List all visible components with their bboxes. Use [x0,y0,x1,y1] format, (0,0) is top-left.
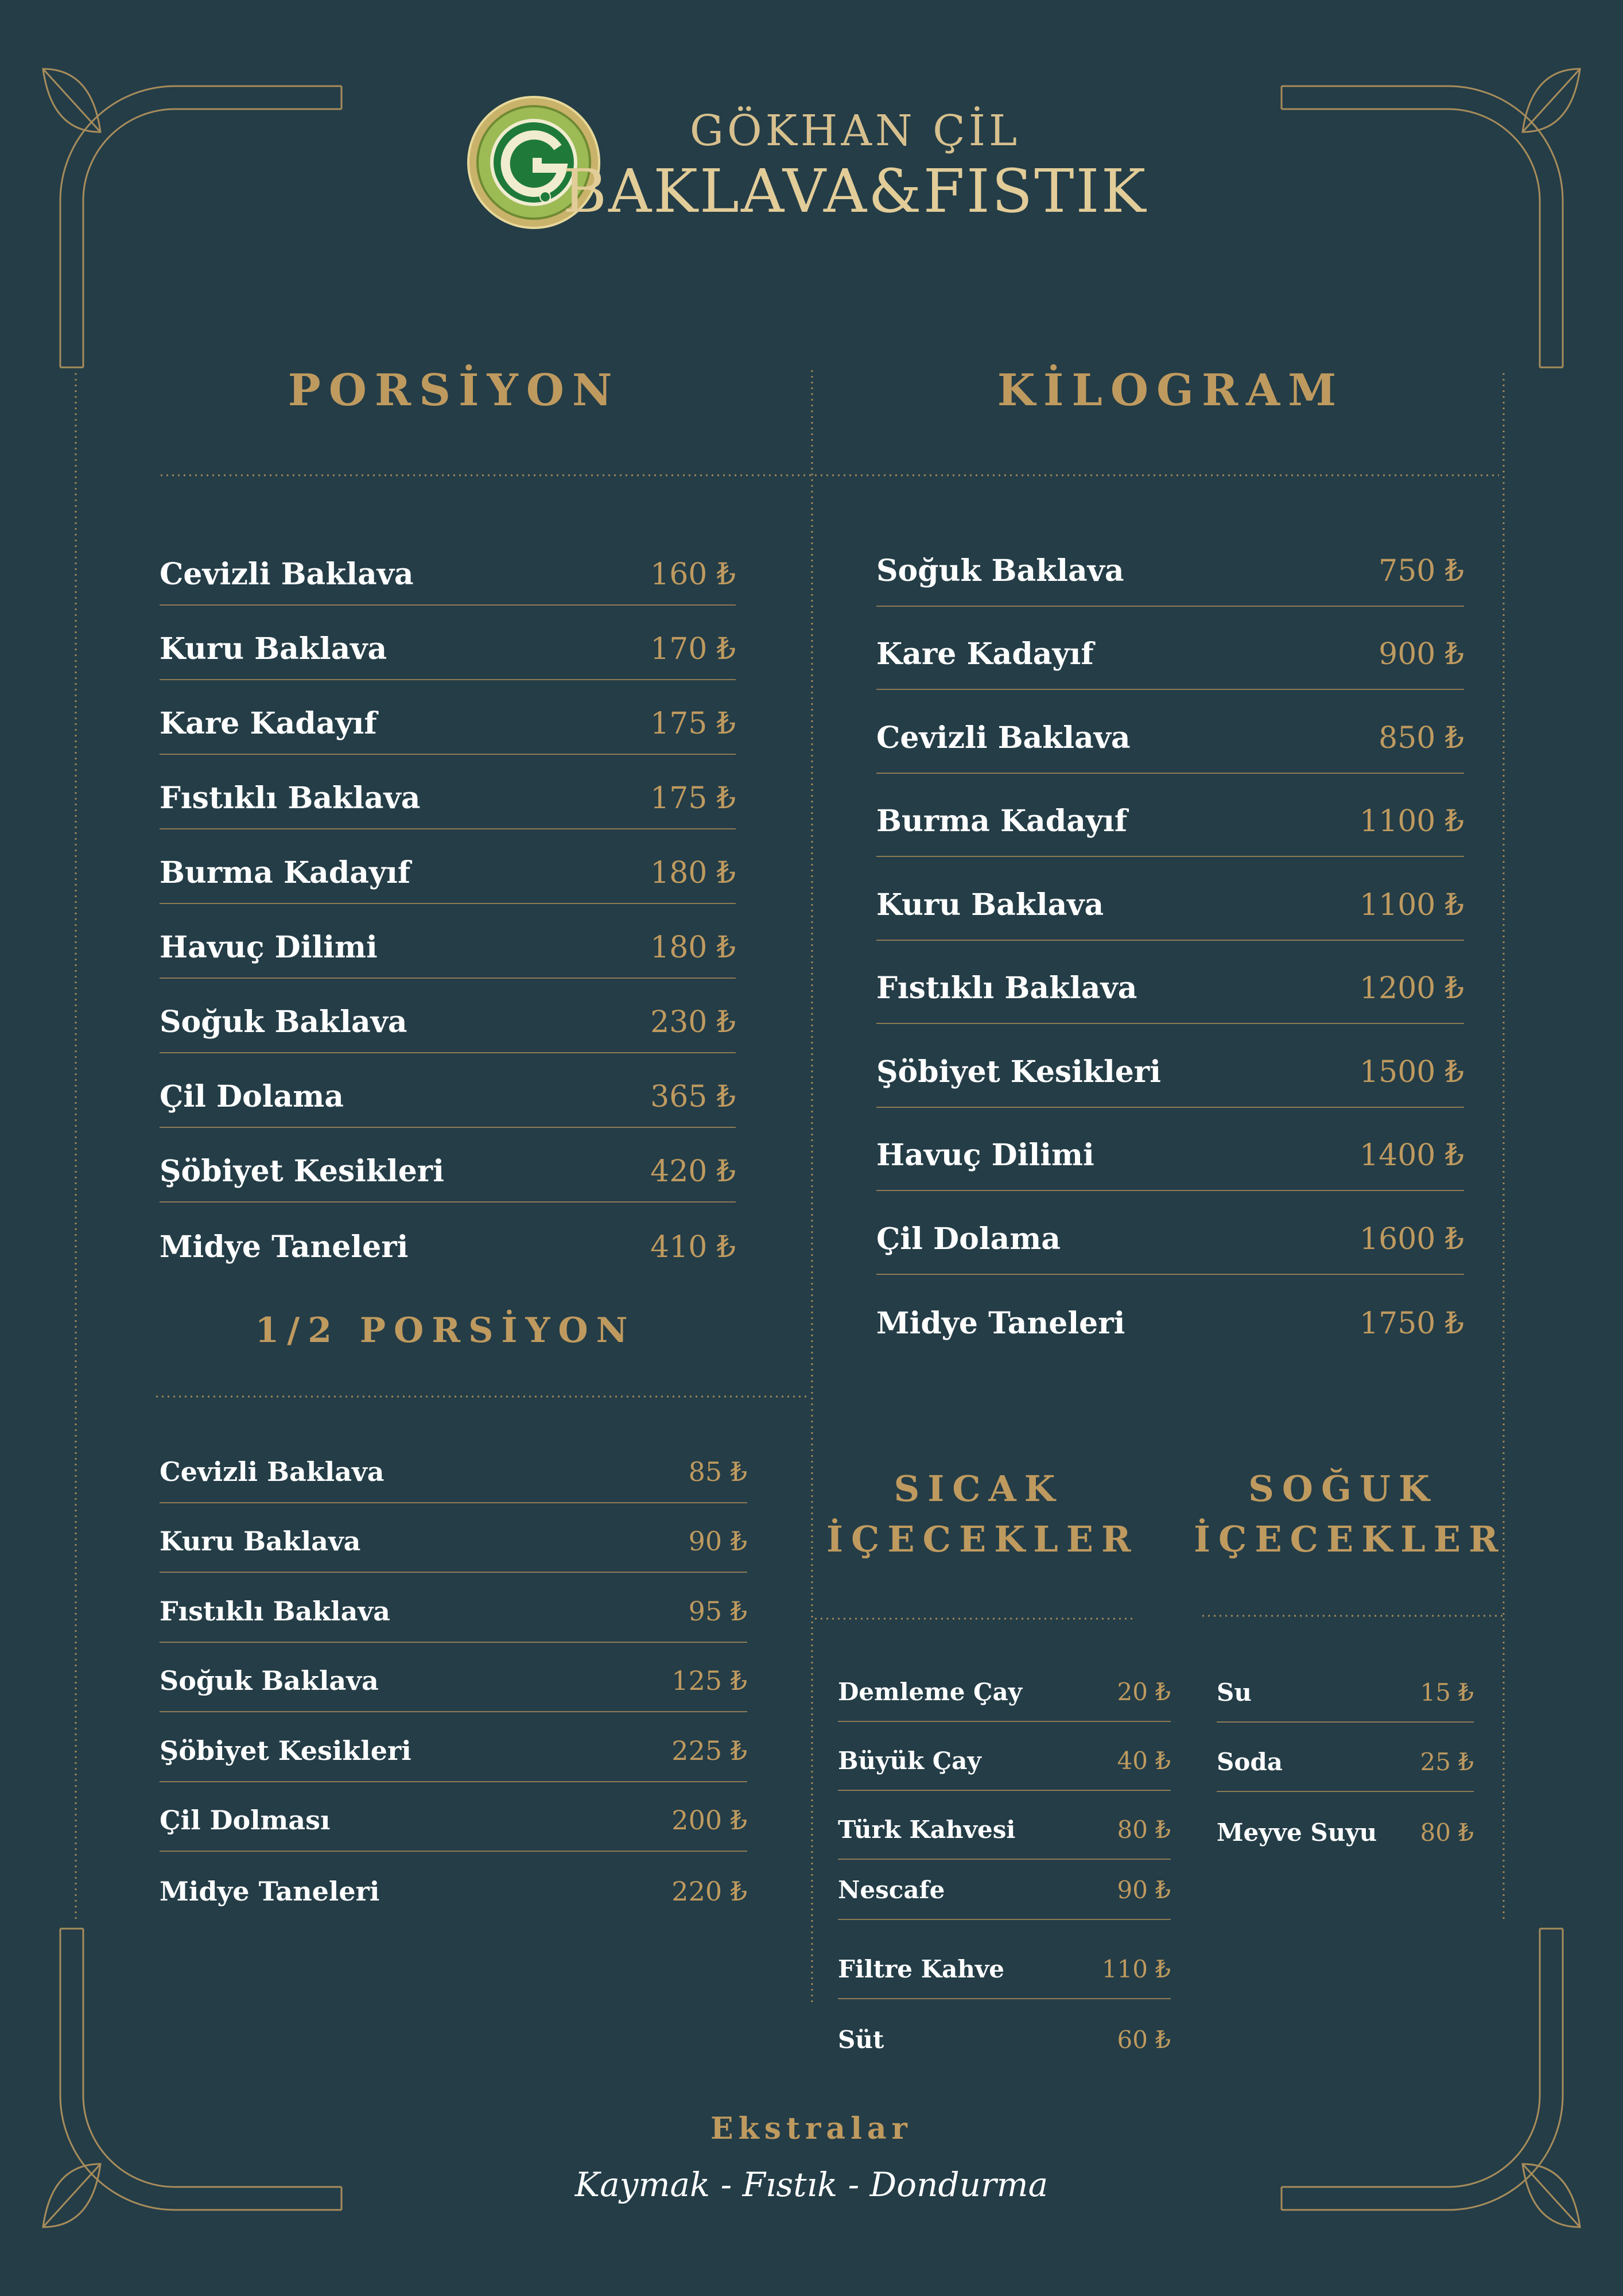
kilogram-title: KİLOGRAM [997,364,1345,416]
ekstralar-text: Kaymak - Fıstık - Dondurma [574,2165,1049,2204]
menu-item-name: Şöbiyet Kesikleri [160,1735,411,1766]
porsiyon-title: PORSİYON [288,364,620,416]
menu-item-price: 60 ₺ [1117,2026,1171,2054]
menu-item-name: Soğuk Baklava [160,1004,407,1040]
menu-item-row [160,1712,747,1782]
menu-item-name: Cevizli Baklava [160,557,414,592]
menu-item-row [160,1433,747,1503]
menu-item-price: 850 ₺ [1379,720,1464,755]
menu-item-price: 125 ₺ [671,1665,747,1696]
ekstralar-title: Ekstralar [710,2111,913,2146]
menu-item-row [1217,1723,1474,1792]
menu-item-price: 15 ₺ [1420,1678,1474,1707]
menu-item-price: 410 ₺ [650,1230,736,1265]
menu-item-row [160,755,736,829]
sicak-title-line1: SICAK [894,1468,1063,1510]
menu-item-row [876,1024,1464,1108]
menu-item-name: Cevizli Baklava [160,1456,385,1487]
menu-item-name: Filtre Kahve [838,1955,1004,1983]
menu-item-row [876,857,1464,941]
menu-item-name: Soğuk Baklava [876,553,1124,588]
menu-item-row [160,979,736,1053]
menu-item-price: 365 ₺ [650,1080,736,1114]
menu-item-row [160,1643,747,1713]
menu-item-row [838,1791,1171,1860]
sicak-title-line2: İÇECEKLER [826,1518,1139,1560]
menu-item-name: Demleme Çay [838,1678,1023,1706]
menu-item-name: Şöbiyet Kesikleri [876,1054,1161,1089]
menu-item-price: 25 ₺ [1420,1748,1474,1776]
menu-item-price: 420 ₺ [650,1154,736,1189]
menu-item-name: Şöbiyet Kesikleri [160,1154,444,1189]
menu-item-price: 40 ₺ [1117,1747,1171,1775]
menu-item-name: Havuç Dilimi [160,930,378,965]
menu-item-name: Süt [838,2026,884,2054]
menu-item-price: 1750 ₺ [1360,1306,1464,1341]
menu-item-price: 1600 ₺ [1360,1221,1464,1256]
menu-item-price: 1500 ₺ [1360,1054,1464,1089]
yarim-porsiyon-title: 1/2 PORSİYON [255,1310,636,1351]
menu-item-row [160,1128,736,1203]
menu-item-name: Midye Taneleri [160,1875,380,1907]
menu-item-price: 110 ₺ [1101,1955,1171,1983]
menu-item-price: 200 ₺ [671,1805,747,1836]
menu-item-row [876,1191,1464,1275]
menu-item-price: 1100 ₺ [1360,804,1464,839]
menu-item-name: Midye Taneleri [160,1230,409,1265]
menu-item-price: 170 ₺ [650,632,736,666]
menu-item-row [1217,1653,1474,1723]
menu-item-row [838,1722,1171,1791]
menu-item-name: Nescafe [838,1876,945,1904]
menu-item-name: Kuru Baklava [160,1526,361,1557]
menu-item-price: 900 ₺ [1379,637,1464,672]
menu-item-price: 750 ₺ [1379,553,1464,588]
menu-item-row [160,606,736,680]
menu-item-name: Kare Kadayıf [160,706,377,741]
menu-item-price: 95 ₺ [688,1595,747,1627]
menu-item-price: 180 ₺ [650,930,736,965]
menu-item-name: Türk Kahvesi [838,1816,1016,1844]
menu-item-name: Soğuk Baklava [160,1665,379,1696]
menu-item-row [876,607,1464,691]
menu-item-price: 225 ₺ [671,1735,747,1766]
menu-item-price: 90 ₺ [1117,1876,1171,1904]
menu-item-name: Çil Dolama [160,1079,344,1114]
menu-item-name: Fıstıklı Baklava [160,781,421,816]
soguk-title-line2: İÇECEKLER [1194,1518,1506,1560]
menu-item-row [838,1999,1171,2069]
menu-item-row [838,1920,1171,1999]
menu-item-name: Meyve Suyu [1217,1818,1377,1847]
brand-subtitle: GÖKHAN ÇİL [689,106,1021,156]
menu-item-row [160,1203,736,1277]
menu-item-price: 180 ₺ [650,856,736,890]
menu-item-price: 220 ₺ [671,1875,747,1907]
menu-item-name: Havuç Dilimi [876,1138,1094,1173]
menu-item-row [160,680,736,755]
menu-item-name: Fıstıklı Baklava [876,971,1137,1006]
menu-item-row [1217,1792,1474,1861]
menu-item-price: 80 ₺ [1117,1816,1171,1844]
menu-item-price: 80 ₺ [1420,1818,1474,1847]
sicak-icecekler-title [826,1464,1139,1565]
menu-item-price: 230 ₺ [650,1005,736,1040]
menu-item-row [160,1782,747,1852]
soguk-title-line1: SOĞUK [1248,1468,1438,1510]
menu-item-row [876,1108,1464,1192]
menu-item-name: Kare Kadayıf [876,637,1094,672]
menu-item-price: 175 ₺ [650,707,736,741]
menu-item-price: 160 ₺ [650,557,736,592]
menu-item-name: Burma Kadayıf [876,804,1128,839]
menu-item-price: 1100 ₺ [1360,887,1464,922]
menu-item-row [876,523,1464,607]
menu-item-row [876,774,1464,858]
menu-item-row [876,941,1464,1025]
menu-item-price: 1400 ₺ [1360,1138,1464,1173]
menu-item-row [160,1503,747,1573]
menu-item-name: Fıstıklı Baklava [160,1595,390,1627]
soguk-icecekler-title [1194,1464,1506,1565]
menu-item-price: 90 ₺ [688,1526,747,1557]
menu-item-price: 85 ₺ [688,1456,747,1487]
menu-item-price: 20 ₺ [1117,1678,1171,1706]
menu-item-row [876,690,1464,774]
menu-item-row [838,1653,1171,1722]
menu-item-row [160,904,736,979]
menu-item-name: Kuru Baklava [160,631,387,666]
brand-title: BAKLAVA&FISTIK [562,156,1148,226]
menu-item-row [876,1275,1464,1359]
menu-item-name: Su [1217,1678,1252,1707]
menu-item-name: Burma Kadayıf [160,855,411,890]
menu-item-name: Çil Dolması [160,1805,331,1836]
menu-item-row [160,829,736,904]
menu-item-price: 175 ₺ [650,781,736,816]
menu-item-row [160,1573,747,1643]
menu-item-row [160,1053,736,1128]
menu-item-name: Kuru Baklava [876,887,1104,922]
menu-item-name: Büyük Çay [838,1747,981,1775]
menu-item-name: Cevizli Baklava [876,720,1131,755]
menu-item-price: 1200 ₺ [1360,971,1464,1006]
menu-item-row [838,1860,1171,1920]
menu-item-name: Midye Taneleri [876,1306,1125,1341]
menu-item-row [160,1852,747,1922]
menu-item-name: Çil Dolama [876,1221,1061,1256]
menu-item-row [160,531,736,606]
menu-item-name: Soda [1217,1748,1283,1776]
